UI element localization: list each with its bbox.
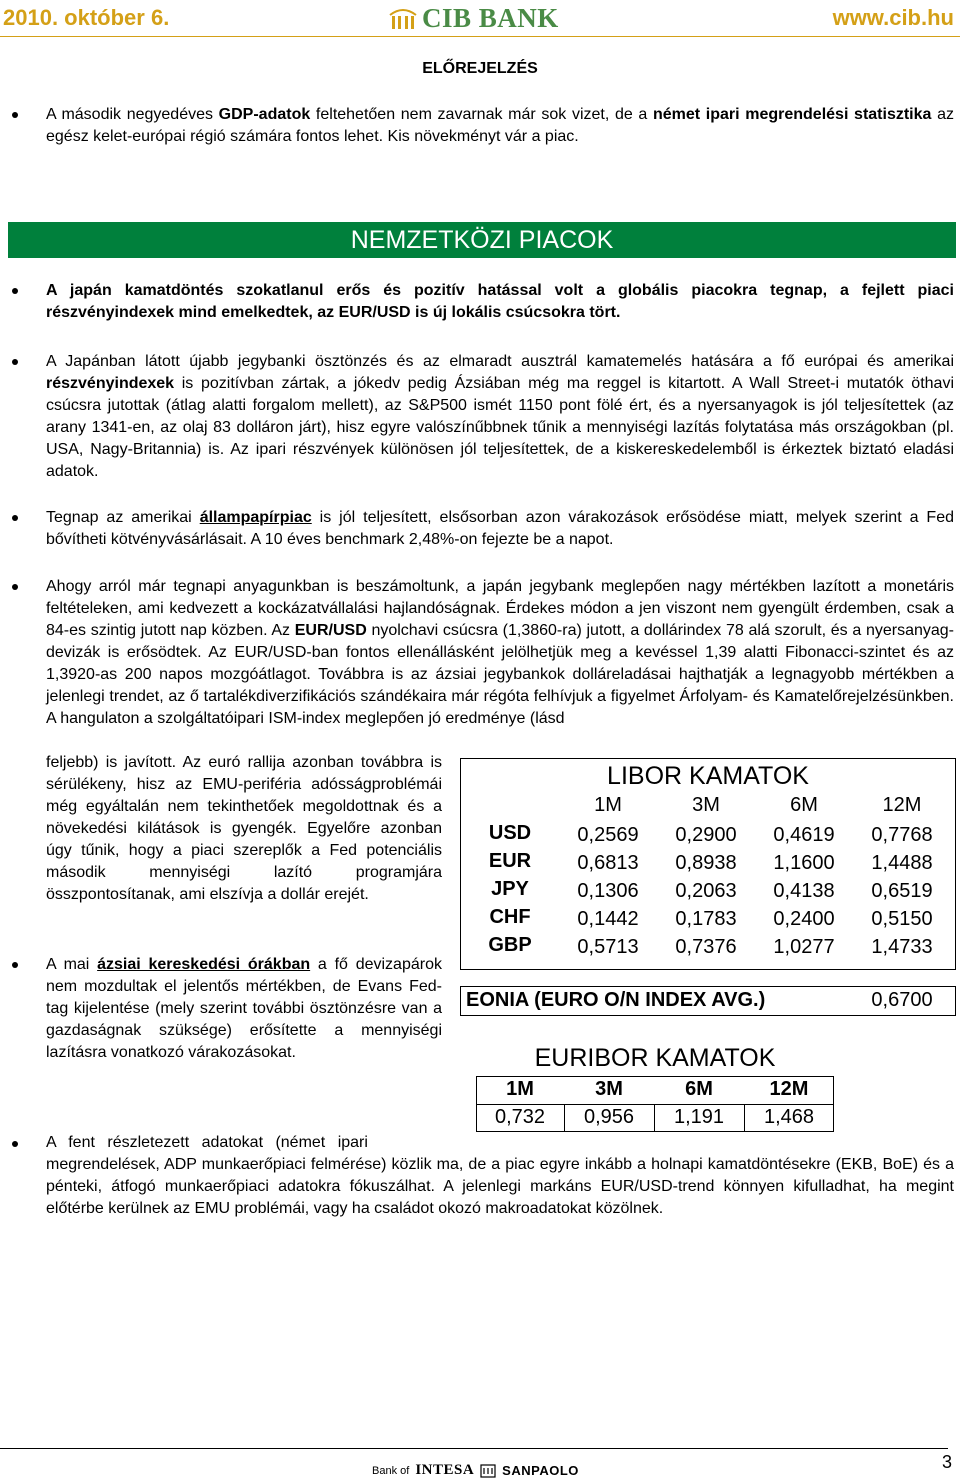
euribor-value: 1,468 [763,1106,815,1128]
eonia-label: EONIA (EURO O/N INDEX AVG.) [466,989,766,1011]
report-date: 2010. október 6. [3,5,170,30]
libor-value: 0,6813 [577,852,639,874]
libor-col-header: 3M [692,794,720,816]
libor-col-header: 12M [882,794,922,816]
libor-value: 1,4733 [871,936,933,958]
forecast-title: ELŐREJELZÉS [422,60,538,77]
euribor-col-header: 6M [685,1078,713,1100]
bullet-icon [12,515,18,521]
libor-value: 1,4488 [871,852,933,874]
cib-bank-logo [388,3,559,33]
euribor-value: 0,732 [494,1106,546,1128]
bullet-icon [12,1141,18,1147]
libor-value: 0,2400 [773,908,835,930]
sanpaolo-label: SANPAOLO [502,1463,579,1478]
cib-house-icon [388,5,418,31]
libor-value: 0,4619 [773,824,835,846]
bank-of-label: Bank of [372,1464,410,1477]
bullet-icon [12,112,18,118]
libor-value: 0,7376 [675,936,737,958]
intl-paragraph-2: A Japánban látott újabb jegybanki ösztönzés és az elmaradt ausztrál kamatemelés hatására a fő európai és amerikai részvényindexek is pozitívban zártak, a jókedv pedig Ázsiában még ma reggel is kitartott. A Wall Street-i mutatók öthavi csúcsra jutottak (átlag alatti forgalom mellett), az S&P500 ismét 1150 pont fölé ért, és a nyersanyagok is jól teljesítettek (az arany 1341-en, az olaj 83 dolláron járt), hisz egyre valószínűbbnek tűnik a mennyiségi lazítás folytatása más országokban (pl. USA, Nagy-Britannia) is. Az ipari részvények különösen jól teljesítettek, de a kiskereskedelemből is érkeztek biztató eladási adatok. [46,353,954,480]
euribor-col-header: 1M [506,1078,534,1100]
euribor-col-header: 12M [769,1078,809,1100]
libor-value: 0,5150 [871,908,933,930]
bullet-icon [12,359,18,365]
libor-value: 0,5713 [577,936,639,958]
forecast-paragraph: A második negyedéves GDP-adatok feltehetően nem zavarnak már sok vizet, de a német ipari megrendelési statisztika az egész kelet-európai régió számára fontos lehet. Kis növekményt vár a piac. [46,106,955,145]
libor-value: 0,2569 [577,824,639,846]
page-number: 3 [941,1452,952,1472]
libor-value: 0,2063 [675,880,737,902]
bullet-icon [12,288,18,294]
libor-value: 0,4138 [773,880,835,902]
eonia-row [460,986,956,1016]
libor-currency: CHF [489,906,531,928]
libor-currency: GBP [488,934,532,956]
euribor-value: 0,956 [583,1106,635,1128]
libor-col-header: 6M [790,794,818,816]
libor-value: 0,6519 [871,880,933,902]
website-link[interactable]: www.cib.hu [832,5,954,30]
libor-value: 0,2900 [675,824,737,846]
libor-value: 0,8938 [675,852,737,874]
libor-currency: USD [488,822,532,844]
libor-value: 0,1306 [577,880,639,902]
libor-value: 0,7768 [871,824,933,846]
euribor-title: EURIBOR KAMATOK [534,1044,776,1072]
libor-currency: JPY [491,878,529,900]
libor-title: LIBOR KAMATOK [607,762,809,790]
intl-paragraph-3: Tegnap az amerikai állampapírpiac is jól teljesített, elsősorban azon várakozások erősödése miatt, melyek szerint a Fed bővítheti kötvényvásárlásait. A 10 éves benchmark 2,48%-on fejezte be a napot. [46,509,955,548]
header-divider [0,36,960,37]
sanpaolo-emblem-icon [480,1464,496,1478]
bank-name: CIB BANK [422,2,559,33]
intesa-sanpaolo-logo [372,1462,579,1479]
footer-divider [0,1448,948,1449]
bullet-icon [12,584,18,590]
intl-paragraph-6: A fent részletezett adatokat (német ipari [46,1134,368,1151]
intl-paragraph-4: Ahogy arról már tegnapi anyagunkban is beszámoltunk, a japán jegybank meglepően nagy mértékben lazított a monetáris feltételeken, ami kedvezett a kockázatvállalási hajlandóságnak. Érdekes módon a jen viszont nem gyengült érdemben, csak a 84-es szintig jutott nap közben. Az EUR/USD nyolchavi csúcsra (1,3860-ra) jutott, a dollárindex 78 alá szorult, és a nyersanyag-devizák is erősödtek. Az EUR/USD-ban fontos ellenállásként jelölhetjük meg a kevéssel 1,39 alatti Fibonacci-szintet és az 1,3920-as 200 napos mozgóátlagot. Továbbra is az ázsiai jegybankok dolláreladásai hajthatják a legnagyobb mértékben a jelenlegi trendet, az ő tartalékdiverzifikációs szándékaira már régóta felhívjuk a figyelmet Árfolyam- és Kamatelőrejelzésünkben. A hangulaton a szolgáltatóipari ISM-index meglepően jó eredménye (lásd [46,578,954,727]
eonia-value: 0,6700 [871,989,933,1011]
international-markets-banner: NEMZETKÖZI PIACOK [8,222,956,258]
libor-table [460,758,956,970]
euribor-col-header: 3M [595,1078,623,1100]
libor-value: 0,1442 [577,908,639,930]
libor-value: 1,0277 [773,936,835,958]
libor-value: 0,1783 [675,908,737,930]
intl-paragraph-4-continued: feljebb) is javított. Az euró rallija azonban továbbra is sérülékeny, hisz az EMU-periféria adósságproblémái még egyáltalán nem tekinthetőek megoldottnak és a növekedési kilátások is gyengék. Egyelőre azonban úgy tűnik, hogy a piaci szereplők a Fed potenciális második mennyiségi lazító programjára összpontosítanak, ami elszívja a dollár erejét. [46,754,442,903]
libor-col-header: 1M [594,794,622,816]
intl-paragraph-5: A mai ázsiai kereskedési órákban a fő devizapárok nem mozdultak el jelentős mértékben, de Evans Fed-tag kijelentése (mely szerint további ösztönzésre van a gazdaságnak szüksége) erősítette a mennyiségi lazításra vonatkozó várakozásokat. [46,956,442,1061]
euribor-table [476,1044,834,1132]
libor-currency: EUR [488,850,532,872]
intl-paragraph-6-continued: megrendelések, ADP munkaerőpiaci felmérése) közlik ma, de a piac egyre inkább a holnapi kamatdöntésekre (EKB, BoE) és a pénteki, átfogó munkaerőpiaci adatokra fókuszálhat. A jelenlegi markáns EUR/USD-trend könnyen kifulladhat, ha megint előtérbe kerülnek az EMU problémái, vagy ha családot okozó makroadatokat közölnek. [46,1156,954,1217]
intesa-label: INTESA [415,1462,475,1478]
bullet-icon [12,962,18,968]
intl-paragraph-1: A japán kamatdöntés szokatlanul erős és pozitív hatással volt a globális piacokra tegnap, a fejlett piaci részvényindexek mind emelkedtek, az EUR/USD is új lokális csúcsokra tört. [46,282,954,321]
euribor-value: 1,191 [673,1106,725,1128]
libor-value: 1,1600 [773,852,835,874]
